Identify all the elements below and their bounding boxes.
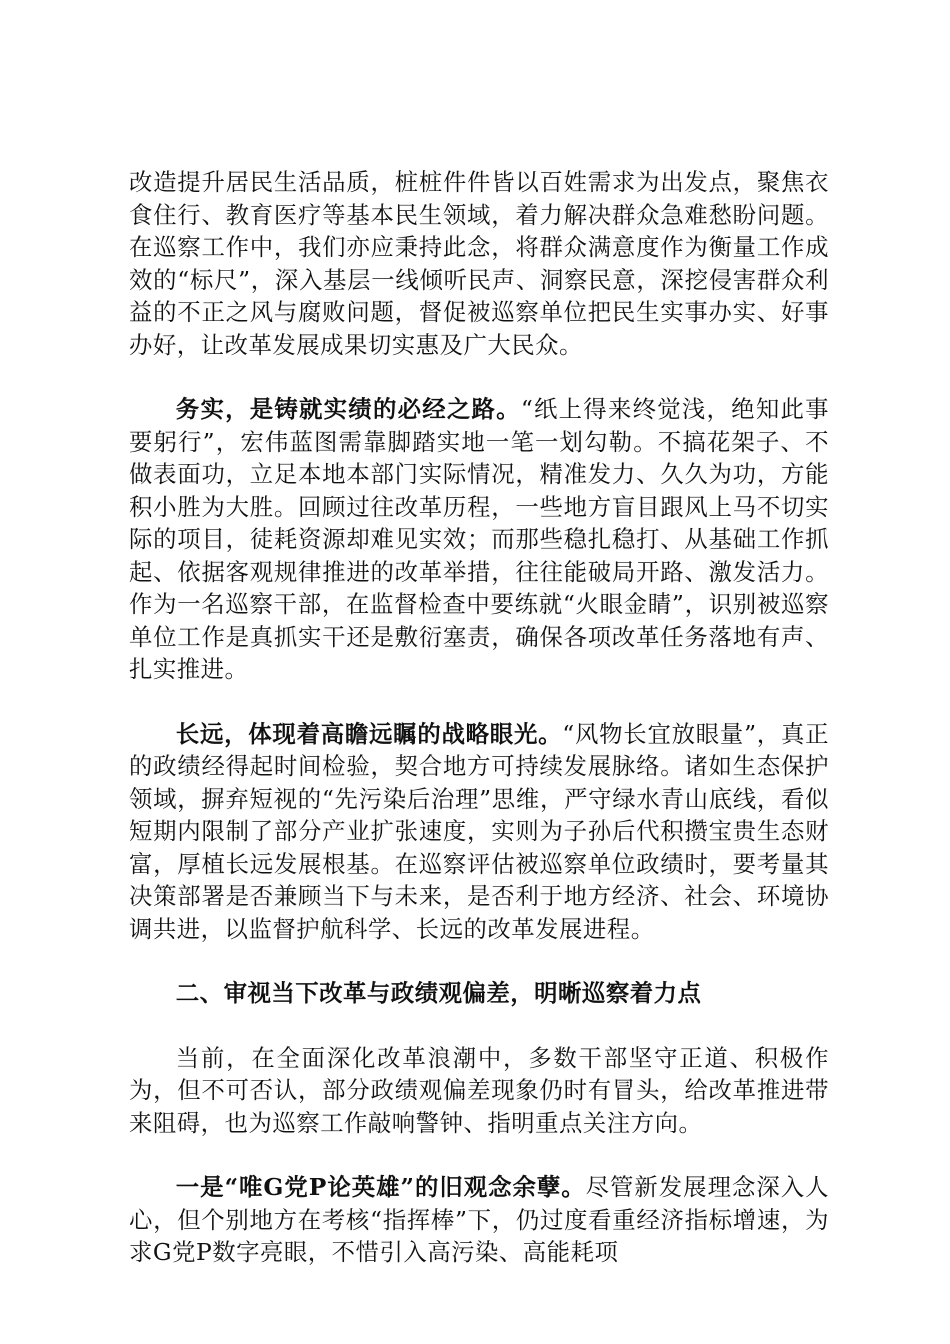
paragraph-lead: 务实，是铸就实绩的必经之路。 [175,395,521,423]
paragraph-pragmatic [129,393,829,686]
paragraph-text: 当前，在全面深化改革浪潮中，多数干部坚守正道、积极作为，但不可否认，部分政绩观偏差现象仍时有冒头，给改革推进带来阻碍，也为巡察工作敲响警钟、指明重点关注方向。 [129,1043,829,1137]
paragraph-lead: 长远，体现着高瞻远瞩的战略眼光。 [175,719,563,748]
paragraph-text: “风物长宜放眼量”，真正的政绩经得起时间检验，契合地方可持续发展脉络。诸如生态保护领域，摒弃短视的“先污染后治理”思维，严守绿水青山底线，看似短期内限制了部分产业扩张速度，实则为子孙后代积攒宝贵生态财富，厚植长远发展根基。在巡察评估被巡察单位政绩时，要考量其决策部署是否兼顾当下与未来，是否利于地方经济、社会、环境协调共进，以监督护航科学、长远的改革发展进程。 [129,719,830,943]
section-heading: 二、审视当下改革与政绩观偏差，明晰巡察着力点 [175,979,702,1007]
paragraph-livelihood [129,166,829,361]
paragraph-lead: 一是“唯G党P论英雄”的旧观念余孽。 [175,1173,586,1201]
paragraph-text: “纸上得来终觉浅，绝知此事要躬行”，宏伟蓝图需靠脚踏实地一笔一划勾勒。不搞花架子、不做表面功，立足本地本部门实际情况，精准发力、久久为功，方能积小胜为大胜。回顾过往改革历程，一些地方盲目跟风上马不切实际的项目，徒耗资源却难见实效；而那些稳扎稳打、从基础工作抓起、依据客观规律推进的改革举措，往往能破局开路、激发活力。作为一名巡察干部，在监督检查中要练就“火眼金睛”，识别被巡察单位工作是真抓实干还是敷衍塞责，确保各项改革任务落地有声、扎实推进。 [129,395,829,683]
document-body [129,166,829,1301]
paragraph-text: 尽管新发展理念深入人心，但个别地方在考核“指挥棒”下，仍过度看重经济指标增速，为求G党P数字亮眼，不惜引入高污染、高能耗项 [129,1173,829,1266]
paragraph-current-situation [129,1042,829,1140]
paragraph-text: 改造提升居民生活品质，桩桩件件皆以百姓需求为出发点，聚焦衣食住行、教育医疗等基本民生领域，着力解决群众急难愁盼问题。在巡察工作中，我们亦应秉持此念，将群众满意度作为衡量工作成效的“标尺”，深入基层一线倾听民声、洞察民意，深挖侵害群众利益的不正之风与腐败问题，督促被巡察单位把民生实事办实、好事办好，让改革发展成果切实惠及广大民众。 [129,168,829,359]
paragraph-long-term [129,718,829,946]
paragraph-point-one [129,1171,829,1269]
